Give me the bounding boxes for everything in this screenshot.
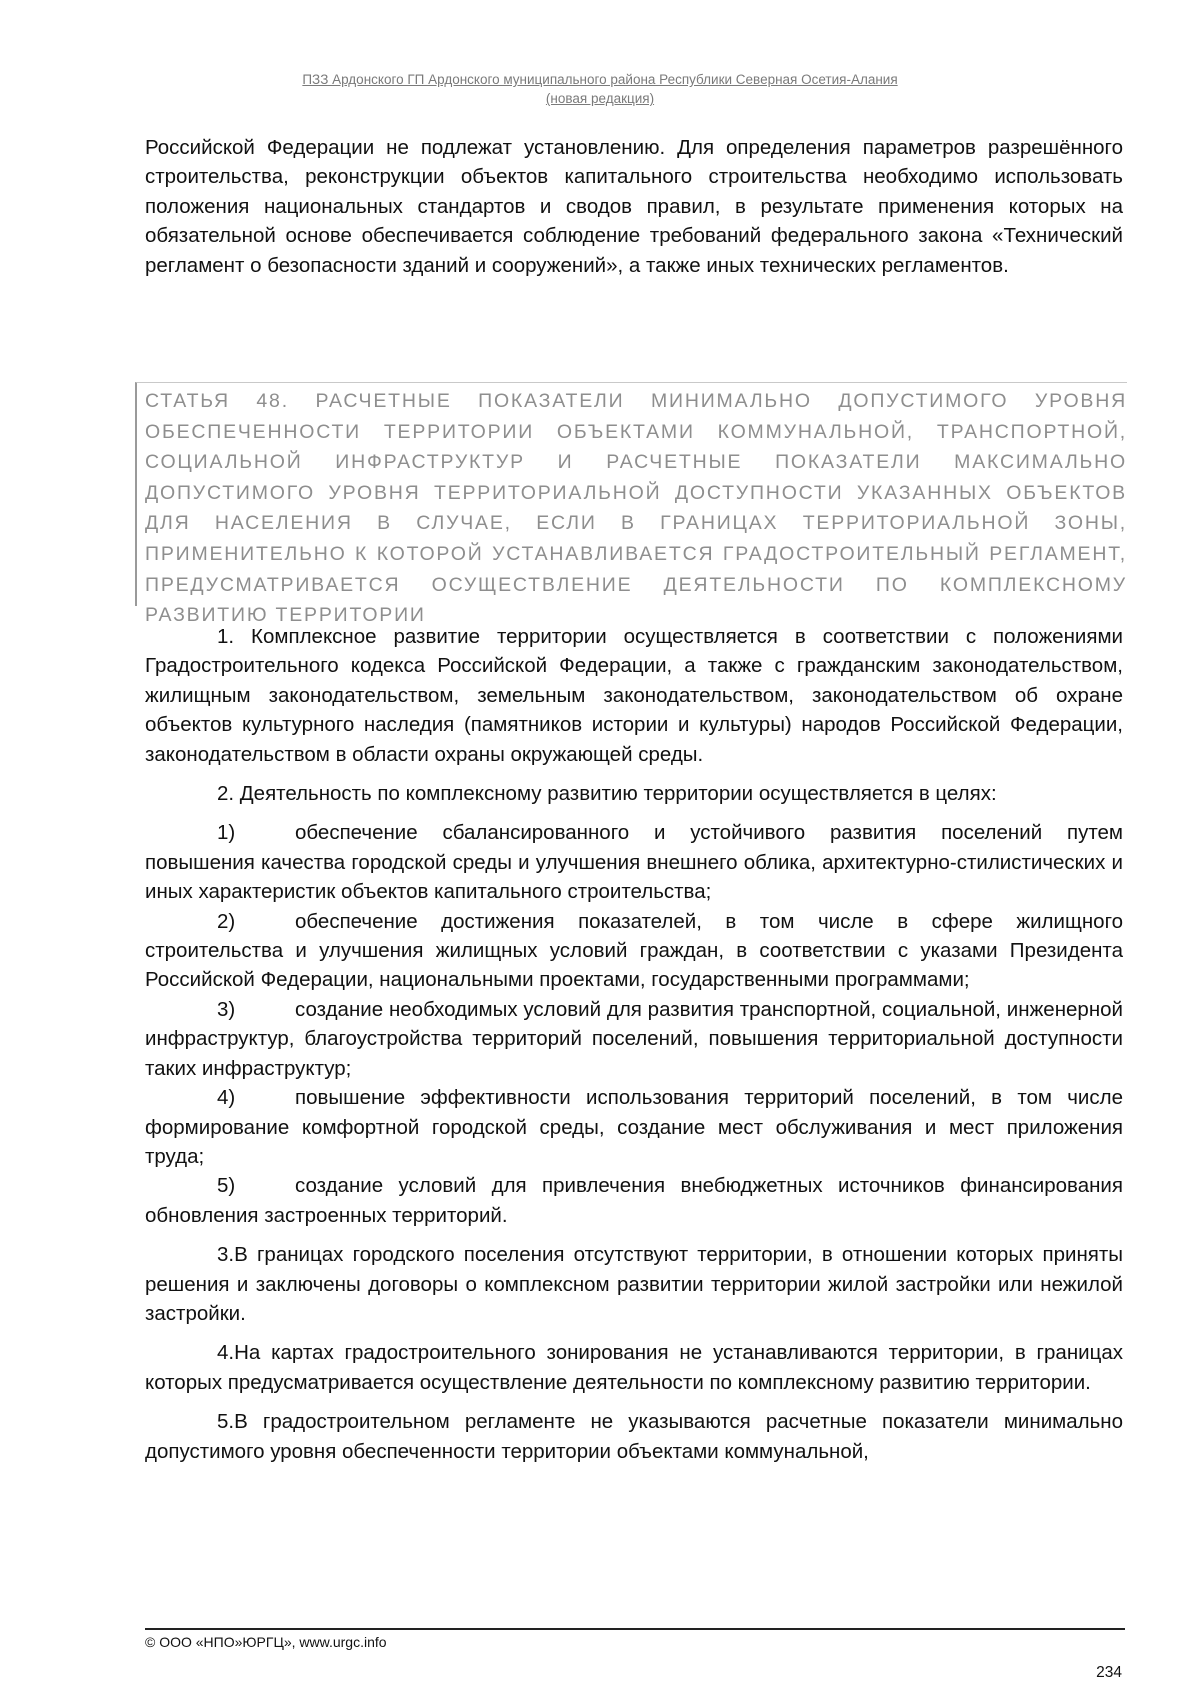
paragraph-3: 3.В границах городского поселения отсутствуют территории, в отношении которых приняты решения и заключены договоры о комплексном развитии территории жилой застройки или нежилой застройки. (145, 1243, 1123, 1325)
paragraph-1: 1. Комплексное развитие территории осуществляется в соответствии с положениями Градостроительного кодекса Российской Федерации, а также с гражданским законодательством, жилищным законодательством, земельным законодательством, законодательством об охране объектов культурного наследия (памятников истории и культуры) народов Российской Федерации, законодательством в области охраны окружающей среды. (145, 625, 1123, 766)
list-item-number: 2) (217, 909, 236, 933)
header-subtitle: (новая редакция) (545, 91, 655, 106)
page-header (0, 70, 1200, 108)
paragraph-2: 2. Деятельность по комплексному развитию территории осуществляется в целях: (217, 782, 997, 806)
list-item-text: создание условий для привлечения внебюджетных источников финансирования обновления застроенных территорий. (145, 1174, 1123, 1227)
list-item-text: создание необходимых условий для развития транспортной, социальной, инженерной инфраструктур, благоустройства территорий поселений, повышения территориальной доступности таких инфраструктур; (145, 997, 1123, 1080)
page-number: 234 (1096, 1664, 1122, 1681)
goals-list (145, 818, 1123, 1230)
header-title: ПЗЗ Ардонского ГП Ардонского муниципального района Республики Северная Осетия-Алания (302, 72, 898, 87)
list-item-number: 3) (217, 997, 236, 1021)
body-section (145, 622, 1123, 1466)
list-item-text: обеспечение сбалансированного и устойчивого развития поселений путем повышения качества городской среды и улучшения внешнего облика, архитектурно-стилистических и иных характеристик объектов капитального строительства; (145, 821, 1123, 904)
footer-divider (145, 1628, 1125, 1630)
paragraph-4: 4.На картах градостроительного зонирования не устанавливаются территории, в границах которых предусматривается осуществление деятельности по комплексному развитию территории. (145, 1341, 1123, 1394)
paragraph-5: 5.В градостроительном регламенте не указываются расчетные показатели минимально допустимого уровня обеспеченности территории объектами коммунальной, (145, 1410, 1123, 1463)
list-item-text: обеспечение достижения показателей, в том числе в сфере жилищного строительства и улучшения жилищных условий граждан, в соответствии с указами Президента Российской Федерации, национальными проектами, государственными программами; (145, 909, 1123, 992)
list-item-number: 4) (217, 1086, 236, 1110)
list-item-text: повышение эффективности использования территорий поселений, в том числе формирование комфортной городской среды, создание мест обслуживания и мест приложения труда; (145, 1086, 1123, 1168)
article-heading: СТАТЬЯ 48. РАСЧЕТНЫЕ ПОКАЗАТЕЛИ МИНИМАЛЬНО ДОПУСТИМОГО УРОВНЯ ОБЕСПЕЧЕННОСТИ ТЕРРИТОРИИ ОБЪЕКТАМИ КОММУНАЛЬНОЙ, ТРАНСПОРТНОЙ, СОЦИАЛЬНОЙ ИНФРАСТРУКТУР И РАСЧЕТНЫЕ ПОКАЗАТЕЛИ МАКСИМАЛЬНО ДОПУСТИМОГО УРОВНЯ ТЕРРИТОРИАЛЬНОЙ ДОСТУПНОСТИ УКАЗАННЫХ ОБЪЕКТОВ ДЛЯ НАСЕЛЕНИЯ В СЛУЧАЕ, ЕСЛИ В ГРАНИЦАХ ТЕРРИТОРИАЛЬНОЙ ЗОНЫ, ПРИМЕНИТЕЛЬНО К КОТОРОЙ УСТАНАВЛИВАЕТСЯ ГРАДОСТРОИТЕЛЬНЫЙ РЕГЛАМЕНТ, ПРЕДУСМАТРИВАЕТСЯ ОСУЩЕСТВЛЕНИЕ ДЕЯТЕЛЬНОСТИ ПО КОМПЛЕКСНОМУ РАЗВИТИЮ ТЕРРИТОРИИ (135, 382, 1127, 606)
list-item-number: 5) (217, 1174, 236, 1198)
intro-section (145, 133, 1123, 280)
list-item (145, 995, 1123, 1083)
list-item-number: 1) (217, 821, 236, 845)
footer-copyright: © ООО «НПО»ЮРГЦ», www.urgc.info (145, 1634, 387, 1650)
list-item (145, 1171, 1123, 1230)
list-item (145, 1083, 1123, 1171)
intro-paragraph: Российской Федерации не подлежат установлению. Для определения параметров разрешённого строительства, реконструкции объектов капитального строительства необходимо использовать положения национальных стандартов и сводов правил, в результате применения которых на обязательной основе обеспечивается соблюдение требований федерального закона «Технический регламент о безопасности зданий и сооружений», а также иных технических регламентов. (145, 136, 1123, 277)
list-item (145, 907, 1123, 995)
list-item (145, 818, 1123, 906)
